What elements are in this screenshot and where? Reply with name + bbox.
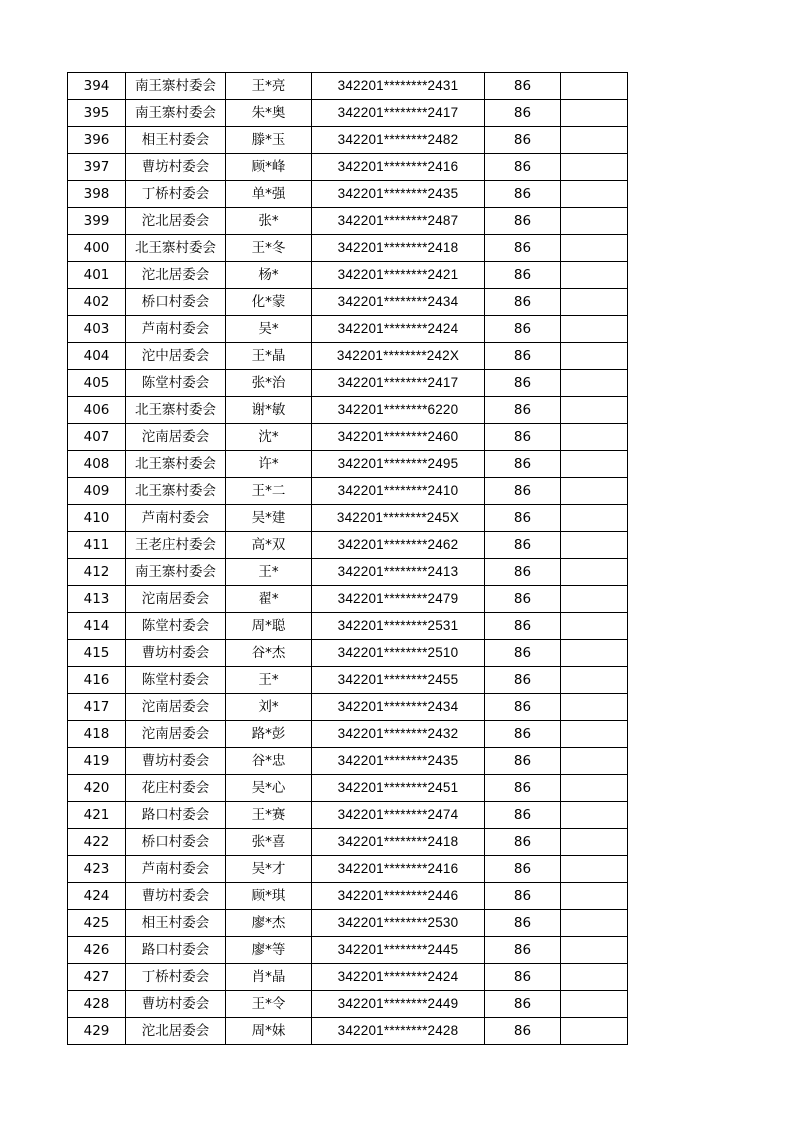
person-name-cell: 滕*玉	[226, 127, 312, 154]
table-row	[68, 964, 628, 991]
id-number-cell: 342201********2487	[312, 208, 485, 235]
table-row	[68, 1018, 628, 1045]
score-cell: 86	[485, 586, 561, 613]
id-number-cell: 342201********2531	[312, 613, 485, 640]
table-row	[68, 748, 628, 775]
note-cell	[561, 127, 628, 154]
unit-cell: 曹坊村委会	[126, 154, 226, 181]
person-name-cell: 吴*才	[226, 856, 312, 883]
id-number-cell: 342201********2435	[312, 181, 485, 208]
unit-cell: 丁桥村委会	[126, 181, 226, 208]
unit-cell: 沱南居委会	[126, 424, 226, 451]
score-cell: 86	[485, 100, 561, 127]
table-row	[68, 397, 628, 424]
person-name-cell: 王*令	[226, 991, 312, 1018]
note-cell	[561, 100, 628, 127]
unit-cell: 芦南村委会	[126, 505, 226, 532]
id-number-cell: 342201********2449	[312, 991, 485, 1018]
id-number-cell: 342201********2435	[312, 748, 485, 775]
note-cell	[561, 559, 628, 586]
row-number-cell: 419	[68, 748, 126, 775]
score-cell: 86	[485, 721, 561, 748]
score-cell: 86	[485, 532, 561, 559]
unit-cell: 南王寨村委会	[126, 73, 226, 100]
unit-cell: 陈堂村委会	[126, 613, 226, 640]
row-number-cell: 427	[68, 964, 126, 991]
row-number-cell: 420	[68, 775, 126, 802]
row-number-cell: 397	[68, 154, 126, 181]
id-number-cell: 342201********2460	[312, 424, 485, 451]
person-name-cell: 谷*忠	[226, 748, 312, 775]
id-number-cell: 342201********2417	[312, 100, 485, 127]
id-number-cell: 342201********2474	[312, 802, 485, 829]
id-number-cell: 342201********2479	[312, 586, 485, 613]
row-number-cell: 409	[68, 478, 126, 505]
person-name-cell: 王*	[226, 667, 312, 694]
person-name-cell: 高*双	[226, 532, 312, 559]
score-cell: 86	[485, 127, 561, 154]
person-name-cell: 化*蒙	[226, 289, 312, 316]
person-name-cell: 吴*心	[226, 775, 312, 802]
unit-cell: 芦南村委会	[126, 856, 226, 883]
note-cell	[561, 640, 628, 667]
person-name-cell: 谷*杰	[226, 640, 312, 667]
score-cell: 86	[485, 289, 561, 316]
score-cell: 86	[485, 883, 561, 910]
note-cell	[561, 937, 628, 964]
note-cell	[561, 262, 628, 289]
id-number-cell: 342201********2451	[312, 775, 485, 802]
row-number-cell: 411	[68, 532, 126, 559]
score-cell: 86	[485, 397, 561, 424]
score-cell: 86	[485, 991, 561, 1018]
score-cell: 86	[485, 937, 561, 964]
unit-cell: 丁桥村委会	[126, 964, 226, 991]
table-row	[68, 910, 628, 937]
table-row	[68, 181, 628, 208]
score-cell: 86	[485, 181, 561, 208]
id-number-cell: 342201********2413	[312, 559, 485, 586]
table-row	[68, 937, 628, 964]
table-row	[68, 775, 628, 802]
unit-cell: 北王寨村委会	[126, 478, 226, 505]
unit-cell: 陈堂村委会	[126, 667, 226, 694]
unit-cell: 曹坊村委会	[126, 991, 226, 1018]
unit-cell: 陈堂村委会	[126, 370, 226, 397]
row-number-cell: 396	[68, 127, 126, 154]
note-cell	[561, 181, 628, 208]
unit-cell: 王老庄村委会	[126, 532, 226, 559]
unit-cell: 南王寨村委会	[126, 559, 226, 586]
unit-cell: 花庄村委会	[126, 775, 226, 802]
person-name-cell: 谢*敏	[226, 397, 312, 424]
note-cell	[561, 424, 628, 451]
row-number-cell: 402	[68, 289, 126, 316]
row-number-cell: 406	[68, 397, 126, 424]
note-cell	[561, 478, 628, 505]
score-cell: 86	[485, 73, 561, 100]
row-number-cell: 395	[68, 100, 126, 127]
unit-cell: 沱北居委会	[126, 208, 226, 235]
note-cell	[561, 586, 628, 613]
person-name-cell: 王*二	[226, 478, 312, 505]
note-cell	[561, 721, 628, 748]
note-cell	[561, 505, 628, 532]
row-number-cell: 410	[68, 505, 126, 532]
table-row	[68, 154, 628, 181]
table-row	[68, 208, 628, 235]
note-cell	[561, 397, 628, 424]
score-cell: 86	[485, 910, 561, 937]
person-name-cell: 张*治	[226, 370, 312, 397]
note-cell	[561, 451, 628, 478]
table-row	[68, 100, 628, 127]
person-name-cell: 朱*奥	[226, 100, 312, 127]
score-cell: 86	[485, 775, 561, 802]
person-name-cell: 王*赛	[226, 802, 312, 829]
unit-cell: 路口村委会	[126, 937, 226, 964]
id-number-cell: 342201********2445	[312, 937, 485, 964]
unit-cell: 相王村委会	[126, 910, 226, 937]
note-cell	[561, 73, 628, 100]
row-number-cell: 401	[68, 262, 126, 289]
score-cell: 86	[485, 559, 561, 586]
row-number-cell: 398	[68, 181, 126, 208]
note-cell	[561, 694, 628, 721]
row-number-cell: 418	[68, 721, 126, 748]
note-cell	[561, 1018, 628, 1045]
row-number-cell: 414	[68, 613, 126, 640]
row-number-cell: 416	[68, 667, 126, 694]
person-name-cell: 周*聪	[226, 613, 312, 640]
person-name-cell: 单*强	[226, 181, 312, 208]
note-cell	[561, 289, 628, 316]
row-number-cell: 417	[68, 694, 126, 721]
id-number-cell: 342201********2431	[312, 73, 485, 100]
note-cell	[561, 802, 628, 829]
id-number-cell: 342201********2462	[312, 532, 485, 559]
person-name-cell: 杨*	[226, 262, 312, 289]
person-name-cell: 王*亮	[226, 73, 312, 100]
table-row	[68, 667, 628, 694]
note-cell	[561, 964, 628, 991]
score-cell: 86	[485, 802, 561, 829]
note-cell	[561, 775, 628, 802]
table-row	[68, 694, 628, 721]
row-number-cell: 412	[68, 559, 126, 586]
id-number-cell: 342201********242X	[312, 343, 485, 370]
score-cell: 86	[485, 964, 561, 991]
id-number-cell: 342201********2418	[312, 235, 485, 262]
row-number-cell: 407	[68, 424, 126, 451]
table-row	[68, 424, 628, 451]
row-number-cell: 404	[68, 343, 126, 370]
id-number-cell: 342201********245X	[312, 505, 485, 532]
id-number-cell: 342201********2424	[312, 316, 485, 343]
note-cell	[561, 613, 628, 640]
person-name-cell: 顾*琪	[226, 883, 312, 910]
person-name-cell: 吴*	[226, 316, 312, 343]
person-name-cell: 肖*晶	[226, 964, 312, 991]
row-number-cell: 426	[68, 937, 126, 964]
unit-cell: 北王寨村委会	[126, 451, 226, 478]
row-number-cell: 408	[68, 451, 126, 478]
row-number-cell: 405	[68, 370, 126, 397]
id-number-cell: 342201********2455	[312, 667, 485, 694]
score-cell: 86	[485, 748, 561, 775]
unit-cell: 相王村委会	[126, 127, 226, 154]
table-row	[68, 613, 628, 640]
score-cell: 86	[485, 856, 561, 883]
person-name-cell: 周*妹	[226, 1018, 312, 1045]
id-number-cell: 342201********2432	[312, 721, 485, 748]
id-number-cell: 342201********2434	[312, 289, 485, 316]
person-name-cell: 张*	[226, 208, 312, 235]
unit-cell: 曹坊村委会	[126, 748, 226, 775]
score-cell: 86	[485, 451, 561, 478]
person-name-cell: 刘*	[226, 694, 312, 721]
score-cell: 86	[485, 478, 561, 505]
score-cell: 86	[485, 1018, 561, 1045]
row-number-cell: 429	[68, 1018, 126, 1045]
table-row	[68, 505, 628, 532]
note-cell	[561, 316, 628, 343]
person-name-cell: 顾*峰	[226, 154, 312, 181]
unit-cell: 沱北居委会	[126, 262, 226, 289]
score-cell: 86	[485, 316, 561, 343]
table-row	[68, 640, 628, 667]
unit-cell: 桥口村委会	[126, 829, 226, 856]
id-number-cell: 342201********2530	[312, 910, 485, 937]
id-number-cell: 342201********2416	[312, 856, 485, 883]
unit-cell: 沱北居委会	[126, 1018, 226, 1045]
table-row	[68, 370, 628, 397]
row-number-cell: 428	[68, 991, 126, 1018]
table-row	[68, 235, 628, 262]
note-cell	[561, 208, 628, 235]
id-number-cell: 342201********2421	[312, 262, 485, 289]
table-row	[68, 289, 628, 316]
score-cell: 86	[485, 505, 561, 532]
id-number-cell: 342201********2424	[312, 964, 485, 991]
id-number-cell: 342201********6220	[312, 397, 485, 424]
unit-cell: 芦南村委会	[126, 316, 226, 343]
table-row	[68, 262, 628, 289]
table-row	[68, 721, 628, 748]
row-number-cell: 423	[68, 856, 126, 883]
unit-cell: 南王寨村委会	[126, 100, 226, 127]
table-row	[68, 343, 628, 370]
row-number-cell: 424	[68, 883, 126, 910]
table-row	[68, 991, 628, 1018]
unit-cell: 北王寨村委会	[126, 235, 226, 262]
unit-cell: 北王寨村委会	[126, 397, 226, 424]
note-cell	[561, 748, 628, 775]
score-cell: 86	[485, 424, 561, 451]
note-cell	[561, 235, 628, 262]
person-name-cell: 张*喜	[226, 829, 312, 856]
id-number-cell: 342201********2434	[312, 694, 485, 721]
id-number-cell: 342201********2416	[312, 154, 485, 181]
note-cell	[561, 667, 628, 694]
person-name-cell: 许*	[226, 451, 312, 478]
unit-cell: 路口村委会	[126, 802, 226, 829]
person-name-cell: 廖*杰	[226, 910, 312, 937]
person-name-cell: 廖*等	[226, 937, 312, 964]
score-cell: 86	[485, 370, 561, 397]
table-row	[68, 559, 628, 586]
roster-table-body	[68, 73, 628, 1045]
row-number-cell: 421	[68, 802, 126, 829]
unit-cell: 曹坊村委会	[126, 883, 226, 910]
unit-cell: 沱南居委会	[126, 694, 226, 721]
table-row	[68, 478, 628, 505]
id-number-cell: 342201********2410	[312, 478, 485, 505]
table-row	[68, 883, 628, 910]
row-number-cell: 403	[68, 316, 126, 343]
score-cell: 86	[485, 235, 561, 262]
row-number-cell: 415	[68, 640, 126, 667]
table-row	[68, 532, 628, 559]
person-name-cell: 路*彭	[226, 721, 312, 748]
unit-cell: 沱南居委会	[126, 586, 226, 613]
unit-cell: 桥口村委会	[126, 289, 226, 316]
score-cell: 86	[485, 208, 561, 235]
table-row	[68, 127, 628, 154]
row-number-cell: 394	[68, 73, 126, 100]
unit-cell: 曹坊村委会	[126, 640, 226, 667]
score-cell: 86	[485, 667, 561, 694]
id-number-cell: 342201********2428	[312, 1018, 485, 1045]
note-cell	[561, 991, 628, 1018]
note-cell	[561, 370, 628, 397]
unit-cell: 沱南居委会	[126, 721, 226, 748]
score-cell: 86	[485, 694, 561, 721]
row-number-cell: 422	[68, 829, 126, 856]
row-number-cell: 425	[68, 910, 126, 937]
person-name-cell: 王*	[226, 559, 312, 586]
id-number-cell: 342201********2417	[312, 370, 485, 397]
note-cell	[561, 910, 628, 937]
row-number-cell: 399	[68, 208, 126, 235]
person-name-cell: 吴*建	[226, 505, 312, 532]
roster-table	[67, 72, 628, 1045]
table-row	[68, 829, 628, 856]
note-cell	[561, 856, 628, 883]
id-number-cell: 342201********2482	[312, 127, 485, 154]
note-cell	[561, 154, 628, 181]
person-name-cell: 沈*	[226, 424, 312, 451]
id-number-cell: 342201********2446	[312, 883, 485, 910]
row-number-cell: 413	[68, 586, 126, 613]
person-name-cell: 王*晶	[226, 343, 312, 370]
table-row	[68, 316, 628, 343]
note-cell	[561, 883, 628, 910]
person-name-cell: 翟*	[226, 586, 312, 613]
id-number-cell: 342201********2418	[312, 829, 485, 856]
id-number-cell: 342201********2495	[312, 451, 485, 478]
unit-cell: 沱中居委会	[126, 343, 226, 370]
table-row	[68, 451, 628, 478]
person-name-cell: 王*冬	[226, 235, 312, 262]
score-cell: 86	[485, 343, 561, 370]
score-cell: 86	[485, 154, 561, 181]
table-row	[68, 802, 628, 829]
table-row	[68, 856, 628, 883]
table-row	[68, 586, 628, 613]
score-cell: 86	[485, 262, 561, 289]
note-cell	[561, 532, 628, 559]
table-row	[68, 73, 628, 100]
note-cell	[561, 343, 628, 370]
row-number-cell: 400	[68, 235, 126, 262]
note-cell	[561, 829, 628, 856]
score-cell: 86	[485, 640, 561, 667]
id-number-cell: 342201********2510	[312, 640, 485, 667]
score-cell: 86	[485, 829, 561, 856]
score-cell: 86	[485, 613, 561, 640]
